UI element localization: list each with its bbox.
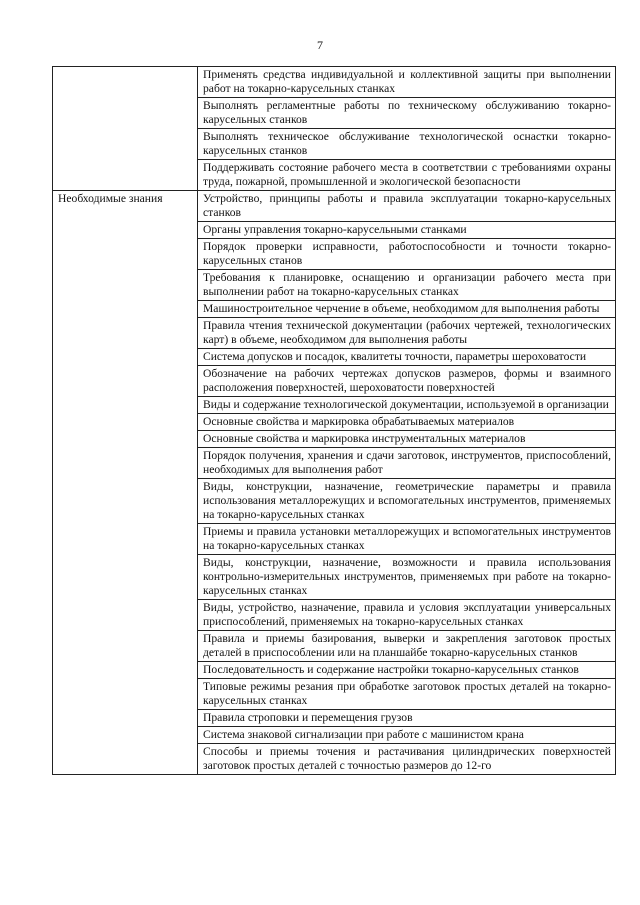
page-number: 7 [317, 38, 323, 52]
requirements-table [52, 66, 616, 775]
knowledge-section-item: Виды, конструкции, назначение, возможности и правила использования контрольно-измерительных инструментов, применяемых при работе на токарно-карусельных станках [198, 555, 616, 600]
knowledge-section-item: Органы управления токарно-карусельными станками [198, 222, 616, 239]
knowledge-section-item: Порядок проверки исправности, работоспособности и точности токарно-карусельных станов [198, 239, 616, 270]
knowledge-section-item: Требования к планировке, оснащению и организации рабочего места при выполнении работ на токарно-карусельных станках [198, 270, 616, 301]
knowledge-section-item: Машиностроительное черчение в объеме, необходимом для выполнения работы [198, 301, 616, 318]
continued-section-item: Выполнять регламентные работы по техническому обслуживанию токарно-карусельных станков [198, 98, 616, 129]
requirements-table-body [53, 67, 616, 775]
knowledge-section-item: Виды, устройство, назначение, правила и условия эксплуатации универсальных приспособлений, применяемых на токарно-карусельных станках [198, 600, 616, 631]
knowledge-section-item: Порядок получения, хранения и сдачи заготовок, инструментов, приспособлений, необходимых для выполнения работ [198, 448, 616, 479]
continued-section-item: Поддерживать состояние рабочего места в соответствии с требованиями охраны труда, пожарной, промышленной и экологической безопасности [198, 160, 616, 191]
knowledge-section-item: Приемы и правила установки металлорежущих и вспомогательных инструментов на токарно-карусельных станках [198, 524, 616, 555]
knowledge-section-item: Основные свойства и маркировка инструментальных материалов [198, 431, 616, 448]
knowledge-section-item: Основные свойства и маркировка обрабатываемых материалов [198, 414, 616, 431]
knowledge-section-item: Типовые режимы резания при обработке заготовок простых деталей на токарно-карусельных станках [198, 679, 616, 710]
knowledge-section-item: Виды, конструкции, назначение, геометрические параметры и правила использования металлорежущих и вспомогательных инструментов, применяемых на токарно-карусельных станках [198, 479, 616, 524]
knowledge-section-label: Необходимые знания [53, 191, 198, 775]
knowledge-section-item: Система допусков и посадок, квалитеты точности, параметры шероховатости [198, 349, 616, 366]
table-row [53, 191, 616, 222]
continued-section-item: Применять средства индивидуальной и коллективной защиты при выполнении работ на токарно-карусельных станках [198, 67, 616, 98]
knowledge-section-item: Обозначение на рабочих чертежах допусков размеров, формы и взаимного расположения поверхностей, шероховатости поверхностей [198, 366, 616, 397]
continued-section-label [53, 67, 198, 191]
knowledge-section-item: Способы и приемы точения и растачивания цилиндрических поверхностей заготовок простых деталей с точностью размеров до 12-го [198, 744, 616, 775]
table-row [53, 67, 616, 98]
knowledge-section-item: Правила чтения технической документации (рабочих чертежей, технологических карт) в объеме, необходимом для выполнения работы [198, 318, 616, 349]
knowledge-section-item: Последовательность и содержание настройки токарно-карусельных станков [198, 662, 616, 679]
knowledge-section-item: Система знаковой сигнализации при работе с машинистом крана [198, 727, 616, 744]
knowledge-section-item: Правила строповки и перемещения грузов [198, 710, 616, 727]
knowledge-section-item: Правила и приемы базирования, выверки и закрепления заготовок простых деталей в приспособлении или на планшайбе токарно-карусельных станков [198, 631, 616, 662]
knowledge-section-item: Устройство, принципы работы и правила эксплуатации токарно-карусельных станков [198, 191, 616, 222]
knowledge-section-item: Виды и содержание технологической документации, используемой в организации [198, 397, 616, 414]
continued-section-item: Выполнять техническое обслуживание технологической оснастки токарно-карусельных станков [198, 129, 616, 160]
